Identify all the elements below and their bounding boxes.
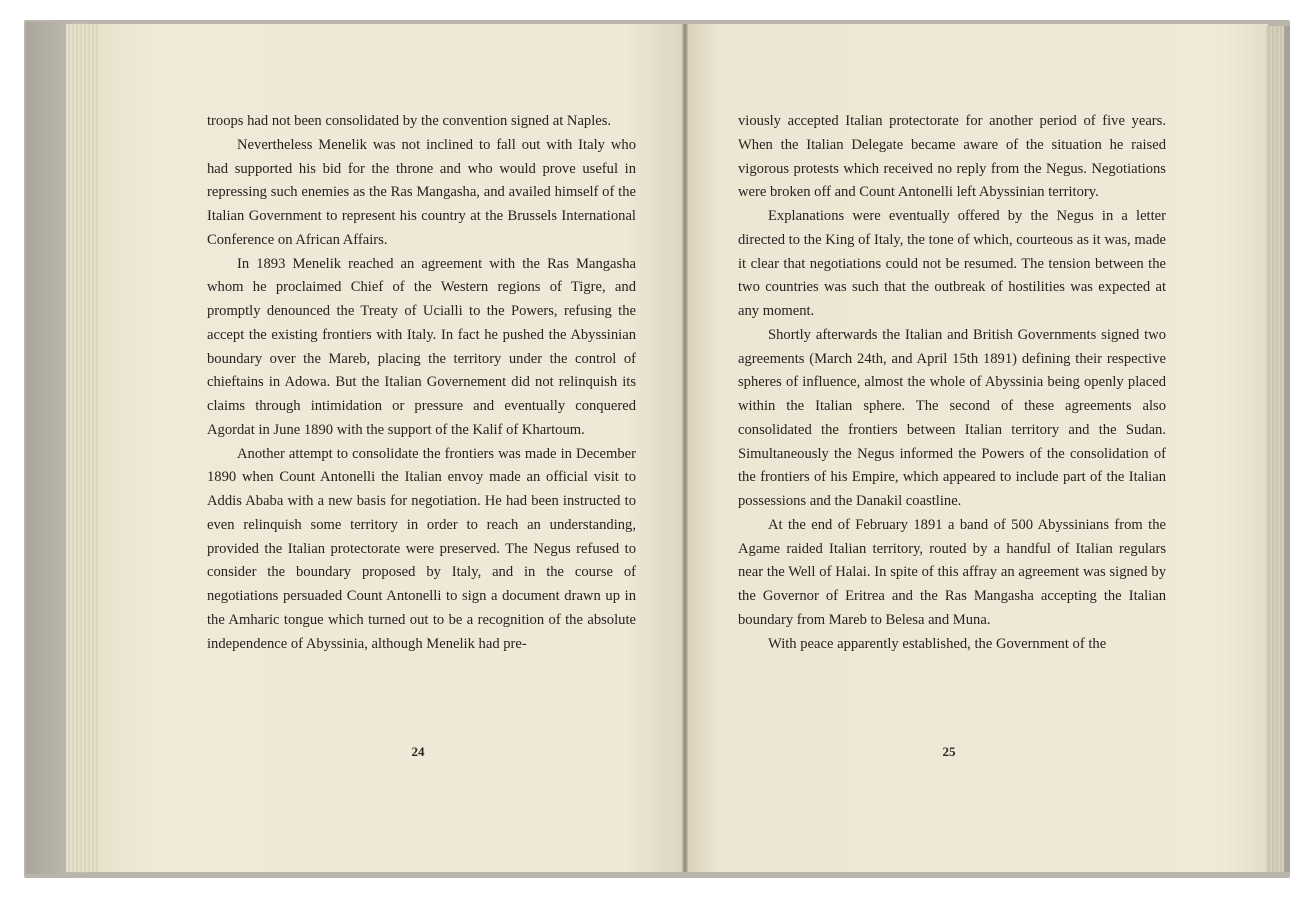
paragraph: Nevertheless Menelik was not inclined to fall out with Italy who had supported his bid for the throne and who would prove useful in repressing such enemies as the Ras Mangasha, and availed himself of the Italian Government to represent his country at the Brussels International Conference on African Affairs.	[207, 136, 636, 248]
right-page-text	[738, 110, 1166, 656]
page-number-right: 25	[942, 744, 956, 759]
paragraph: Explanations were eventually offered by the Negus in a letter directed to the King of Italy, the tone of which, courteous as it was, made it clear that negotiations could not be resumed. The tension between the two countries was such that the outbreak of hostilities was expected at any moment.	[738, 208, 1166, 319]
book-cover-right-edge	[1284, 26, 1290, 872]
left-page-text	[207, 110, 636, 656]
page-number-left: 24	[411, 744, 425, 759]
paragraph: In 1893 Menelik reached an agreement with the Ras Mangasha whom he proclaimed Chief of the Western regions of Tigre, and promptly denounced the Treaty of Ucialli to the Powers, refusing the accept the existing frontiers with Italy. In fact he pushed the Abyssinian boundary over the Mareb, placing the territory under the control of chieftains in Adowa. But the Italian Governement did not relinquish its claims through intimidation or pressure and eventually conquered Agordat in June 1890 with the support of the Kalif of Khartoum.	[207, 255, 636, 438]
paragraph: With peace apparently established, the Government of the	[768, 635, 1107, 652]
paragraph: Shortly afterwards the Italian and British Governments signed two agreements (March 24th, and April 15th 1891) defining their respective spheres of influence, almost the whole of Abyssinia being openly placed within the Italian sphere. The second of these agreements also consolidated the frontiers between Italian territory and the Sudan. Simultaneously the Negus informed the Powers of the consolidation of the frontiers of his Empire, which appeared to include part of the Italian possessions and the Danakil coastline.	[738, 326, 1166, 509]
paragraph: At the end of February 1891 a band of 500 Abyssinians from the Agame raided Italian territory, routed by a handful of Italian regulars near the Well of Halai. In spite of this affray an agreement was signed by the Governor of Eritrea and the Ras Mangasha accepting the Italian boundary from Mareb to Belesa and Muna.	[738, 516, 1166, 628]
paragraph: troops had not been consolidated by the convention signed at Naples.	[207, 113, 612, 129]
book-gutter	[682, 24, 688, 872]
paragraph: viously accepted Italian protectorate for another period of five years. When the Italian Delegate became aware of the situation he raised vigorous protests which received no reply from the Negus. Negotiations were broken off and Count Antonelli left Abyssinian territory.	[738, 113, 1166, 201]
paragraph: Another attempt to consolidate the frontiers was made in December 1890 when Count Antonelli the Italian envoy made an official visit to Addis Ababa with a new basis for negotiation. He had been instructed to even relinquish some territory in order to reach an understanding, provided the Italian protectorate were preserved. The Negus refused to consider the boundary proposed by Italy, and in the course of negotiations persuaded Count Antonelli to sign a document drawn up in the Amharic tongue which turned out to be a recognition of the absolute independence of Abyssinia, although Menelik had pre-	[207, 445, 636, 652]
